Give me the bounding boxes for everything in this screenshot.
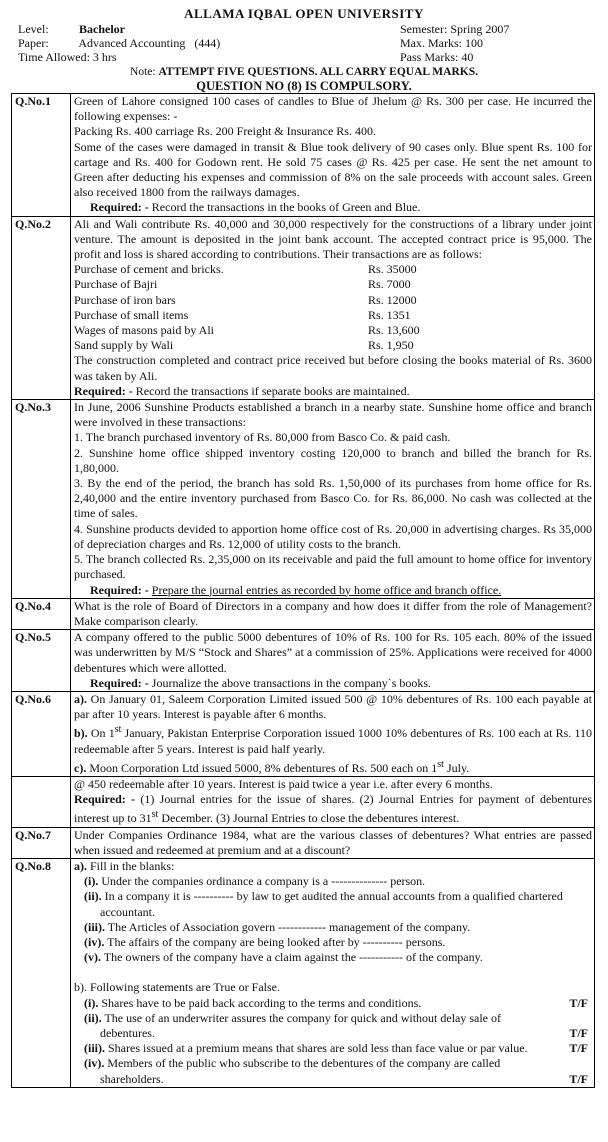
part-text-rest: July. bbox=[443, 760, 470, 775]
transaction-name: Purchase of cement and bricks. bbox=[74, 262, 224, 277]
transaction-row bbox=[74, 323, 592, 338]
transaction-name: Sand supply by Wali bbox=[74, 338, 174, 353]
pass-marks-value: 40 bbox=[461, 50, 474, 64]
pass-marks-row bbox=[400, 50, 608, 64]
blank-number: (i). bbox=[84, 874, 99, 889]
q3-item-1: 1. The branch purchased inventory of Rs. 80,000 from Basco Co. & paid cash. bbox=[74, 430, 451, 445]
q5-required bbox=[74, 676, 592, 691]
blank-number: (iv). bbox=[84, 934, 105, 949]
true-false-mark: T/F bbox=[569, 1071, 588, 1086]
blank-item bbox=[84, 950, 592, 965]
statement-text: The use of an underwriter assures the company for quick and without delay sale of debentures. bbox=[100, 1010, 502, 1040]
question-body bbox=[71, 400, 595, 599]
note-label: Note: bbox=[130, 66, 156, 78]
transaction-value: Rs. 7000 bbox=[368, 277, 411, 292]
transaction-value: Rs. 1351 bbox=[368, 307, 411, 322]
required-text: Record the transactions in the books of Green and Blue. bbox=[151, 200, 421, 215]
question-row-6-continued bbox=[12, 776, 595, 827]
statement-number: (iii). bbox=[84, 1041, 105, 1056]
question-body bbox=[71, 776, 595, 827]
question-row-3 bbox=[12, 400, 595, 599]
level-key: Level: bbox=[18, 22, 49, 36]
required-label: Required: - bbox=[74, 792, 136, 807]
q1-expenses: Packing Rs. 400 carriage Rs. 200 Freight & Insurance Rs. 400. bbox=[74, 124, 376, 139]
question-row-8 bbox=[12, 858, 595, 1087]
q3-item-2: 2. Sunshine home office shipped inventory costing 120,000 to branch and billed the branch for Rs. 1,80,000. bbox=[74, 445, 592, 475]
part-title: Following statements are True or False. bbox=[90, 980, 280, 995]
question-body bbox=[71, 598, 595, 629]
required-text: (1) Journal entries for the issue of shares. (2) Journal Entries for payment of debentures interest up to 31 bbox=[74, 792, 592, 826]
statement-text: Members of the public who subscribe to the debentures of the company are called shareholders. bbox=[100, 1056, 501, 1086]
part-label: c). bbox=[74, 760, 87, 775]
max-marks-key: Max. Marks: bbox=[400, 36, 462, 50]
note-text: ATTEMPT FIVE QUESTIONS. ALL CARRY EQUAL MARKS. bbox=[158, 66, 478, 78]
question-number: Q.No.6 bbox=[12, 691, 71, 776]
transaction-name: Purchase of Bajri bbox=[74, 277, 158, 292]
q1-text2: Some of the cases were damaged in transit & Blue took delivery of 90 cases only. Blue spent Rs. 100 for cartage and Rs. 400 for Godown rent. He sold 75 cases @ Rs. 425 per case. He sent the net amount to Green after deducting his expenses and commission of 8% on the sale proceeds with account sales. Green also received 1800 from the railways damages. bbox=[74, 139, 592, 200]
question-body bbox=[71, 216, 595, 399]
blank-text: Under the companies ordinance a company is a -------------- person. bbox=[101, 874, 426, 889]
blank-text: The affairs of the company are being looked after by ---------- persons. bbox=[107, 934, 446, 949]
q4-text: What is the role of Board of Directors in a company and how does it differ from the role of Management? Make comparison clearly. bbox=[74, 598, 592, 628]
part-label: b). bbox=[74, 980, 87, 995]
level-value: Bachelor bbox=[79, 22, 125, 36]
blank-number: (v). bbox=[84, 950, 101, 965]
question-number: Q.No.8 bbox=[12, 858, 71, 1087]
question-number: Q.No.7 bbox=[12, 827, 71, 858]
spacer bbox=[74, 965, 592, 980]
level-row bbox=[18, 22, 318, 36]
q6-part-a bbox=[74, 692, 592, 722]
question-row-7 bbox=[12, 827, 595, 858]
statement-item bbox=[74, 1041, 592, 1056]
ordinal-suffix: st bbox=[437, 758, 444, 770]
exam-header bbox=[0, 6, 608, 93]
q5-text: A company offered to the public 5000 debentures of 10% of Rs. 100 for Rs. 105 each. 80% of the issued was underwritten by M/S “Stock and Shares” at a commission of 25%. Applications were received for 4000 debentures which were allotted. bbox=[74, 630, 592, 675]
blank-text: The Articles of Association govern ------------ management of the company. bbox=[107, 919, 471, 934]
statement-text: Shares issued at a premium means that shares are sold less than face value or par value. bbox=[108, 1041, 528, 1056]
time-row bbox=[18, 50, 318, 64]
q6-required bbox=[74, 792, 592, 826]
transaction-name: Purchase of small items bbox=[74, 307, 189, 322]
q3-text: In June, 2006 Sunshine Products established a branch in a nearby state. Sunshine home office and branch were involved in these transactions: bbox=[74, 400, 592, 430]
part-text-rest: January, Pakistan Enterprise Corporation issued 1000 10% debentures of Rs. 100 each at Rs. 110 redeemable after 5 years. Interest is paid half yearly. bbox=[74, 726, 592, 756]
true-false-list bbox=[74, 996, 592, 1087]
question-number: Q.No.3 bbox=[12, 400, 71, 599]
required-text-rest: December. (3) Journal Entries to close the debentures interest. bbox=[158, 811, 460, 826]
part-label: a). bbox=[74, 858, 87, 873]
part-label: a). bbox=[74, 691, 87, 706]
transactions-list bbox=[74, 262, 592, 353]
blank-number: (ii). bbox=[84, 889, 102, 904]
blank-item bbox=[84, 920, 592, 935]
fill-blanks-list bbox=[74, 874, 592, 965]
ordinal-suffix: st bbox=[114, 724, 122, 736]
semester-row bbox=[400, 22, 608, 36]
q8-part-b-title bbox=[74, 980, 592, 995]
statement-text: Shares have to be paid back according to the terms and conditions. bbox=[101, 995, 422, 1010]
part-text: On 1 bbox=[90, 726, 115, 741]
true-false-mark: T/F bbox=[569, 1025, 588, 1040]
blank-item bbox=[84, 935, 592, 950]
part-label: b). bbox=[74, 726, 88, 741]
transaction-row bbox=[74, 277, 592, 292]
blank-number: (iii). bbox=[84, 919, 105, 934]
q1-text: Green of Lahore consigned 100 cases of candles to Blue of Jhelum @ Rs. 300 per case. He incurred the following expenses: - bbox=[74, 94, 592, 124]
q3-item-5: 5. The branch collected Rs. 2,35,000 on its receivable and paid the full amount to home office for inventory purchased. bbox=[74, 552, 592, 582]
required-text: Record the transactions if separate books are maintained. bbox=[135, 383, 410, 398]
transaction-name: Wages of masons paid by Ali bbox=[74, 323, 215, 338]
part-title: Fill in the blanks: bbox=[90, 858, 175, 873]
paper-key: Paper: bbox=[18, 36, 49, 50]
question-number: Q.No.4 bbox=[12, 598, 71, 629]
compulsory-note: QUESTION NO (8) IS COMPULSORY. bbox=[196, 79, 412, 93]
required-label: Required: - bbox=[74, 383, 133, 398]
required-text: Prepare the journal entries as recorded by home office and branch office. bbox=[151, 582, 502, 597]
question-number: Q.No.1 bbox=[12, 94, 71, 217]
semester-key: Semester: bbox=[400, 22, 448, 36]
question-body bbox=[71, 827, 595, 858]
statement-number: (ii). bbox=[84, 1010, 102, 1025]
blank-text: In a company it is ---------- by law to get audited the annual accounts from a qualified chartered accountant. bbox=[100, 889, 563, 919]
transaction-row bbox=[74, 293, 592, 308]
question-row-6 bbox=[12, 691, 595, 776]
transaction-name: Purchase of iron bars bbox=[74, 292, 176, 307]
true-false-mark: T/F bbox=[569, 995, 588, 1010]
q3-required bbox=[74, 583, 592, 598]
required-label: Required: - bbox=[90, 675, 149, 690]
time-key: Time Allowed: bbox=[18, 50, 90, 64]
paper-value: Advanced Accounting (444) bbox=[78, 36, 221, 50]
transaction-value: Rs. 1,950 bbox=[368, 338, 414, 353]
blank-item bbox=[84, 889, 592, 919]
time-value: 3 hrs bbox=[92, 50, 117, 64]
q8-part-a-title bbox=[74, 859, 592, 874]
transaction-value: Rs. 35000 bbox=[368, 262, 417, 277]
transaction-row bbox=[74, 308, 592, 323]
required-text: Journalize the above transactions in the company`s books. bbox=[151, 675, 432, 690]
transaction-row bbox=[74, 338, 592, 353]
ordinal-suffix: st bbox=[151, 809, 159, 821]
q6-part-b bbox=[74, 722, 592, 756]
q7-text: Under Companies Ordinance 1984, what are the various classes of debentures? What entries are passed when issued and redeemed at premium and at a discount? bbox=[74, 827, 592, 857]
true-false-mark: T/F bbox=[569, 1041, 588, 1056]
question-body bbox=[71, 858, 595, 1087]
statement-item bbox=[74, 996, 592, 1011]
required-label: Required: - bbox=[90, 200, 149, 215]
transaction-value: Rs. 13,600 bbox=[368, 323, 420, 338]
blank-item bbox=[84, 874, 592, 889]
statement-item bbox=[74, 1056, 592, 1086]
exam-meta bbox=[18, 22, 608, 68]
required-label: Required: - bbox=[90, 582, 149, 597]
statement-item bbox=[74, 1011, 592, 1041]
pass-marks-key: Pass Marks: bbox=[400, 50, 459, 64]
statement-number: (iv). bbox=[84, 1056, 105, 1071]
q3-item-4: 4. Sunshine products devided to apportion home office cost of Rs. 20,000 in advertising charges. Rs 35,000 of depreciation charges and Rs. 12,000 of utility costs to the branch. bbox=[74, 521, 592, 551]
transaction-row bbox=[74, 262, 592, 277]
transaction-value: Rs. 12000 bbox=[368, 292, 417, 307]
max-marks-value: 100 bbox=[465, 36, 483, 50]
q3-item-3: 3. By the end of the period, the branch has sold Rs. 1,50,000 of its purchases from home office for Rs. 2,40,000 and the entire inventory purchased from Basco Co. for Rs. 86,000. No cash was collected at the time of sales. bbox=[74, 476, 592, 521]
question-body bbox=[71, 630, 595, 692]
question-row-2 bbox=[12, 216, 595, 399]
question-row-5 bbox=[12, 630, 595, 692]
q6-continued: @ 450 redeemable after 10 years. Interest is paid twice a year i.e. after every 6 months. bbox=[74, 776, 493, 791]
blank-text: The owners of the company have a claim against the ----------- of the company. bbox=[103, 950, 483, 965]
question-number: Q.No.2 bbox=[12, 216, 71, 399]
question-row-4 bbox=[12, 598, 595, 629]
exam-meta-right bbox=[400, 22, 608, 64]
semester-value: Spring 2007 bbox=[450, 22, 510, 36]
question-body bbox=[71, 94, 595, 217]
question-number-empty bbox=[12, 776, 71, 827]
q6-part-c bbox=[74, 757, 592, 776]
q2-text2: The construction completed and contract price received but before closing the books material of Rs. 3600 was taken by Ali. bbox=[74, 353, 592, 383]
exam-meta-left bbox=[18, 22, 318, 64]
q1-required bbox=[74, 200, 592, 215]
question-number: Q.No.5 bbox=[12, 630, 71, 692]
university-title: ALLAMA IQBAL OPEN UNIVERSITY bbox=[184, 6, 424, 21]
max-marks-row bbox=[400, 36, 608, 50]
q2-required bbox=[74, 384, 592, 399]
question-body bbox=[71, 691, 595, 776]
q2-text: Ali and Wali contribute Rs. 40,000 and 30,000 respectively for the constructions of a library under joint venture. The amount is deposited in the joint bank account. The accepted contract price is 95,000. The profit and loss is shared according to contributions. Their transactions are as follows: bbox=[74, 216, 592, 262]
question-row-1 bbox=[12, 94, 595, 217]
questions-table bbox=[11, 93, 595, 1088]
statement-number: (i). bbox=[84, 995, 99, 1010]
part-text: Moon Corporation Ltd issued 5000, 8% debentures of Rs. 500 each on 1 bbox=[89, 760, 438, 775]
part-text: On January 01, Saleem Corporation Limited issued 500 @ 10% debentures of Rs. 100 each payable at par after 10 years. Interest is payable after 6 months. bbox=[74, 691, 593, 722]
paper-row bbox=[18, 36, 318, 50]
